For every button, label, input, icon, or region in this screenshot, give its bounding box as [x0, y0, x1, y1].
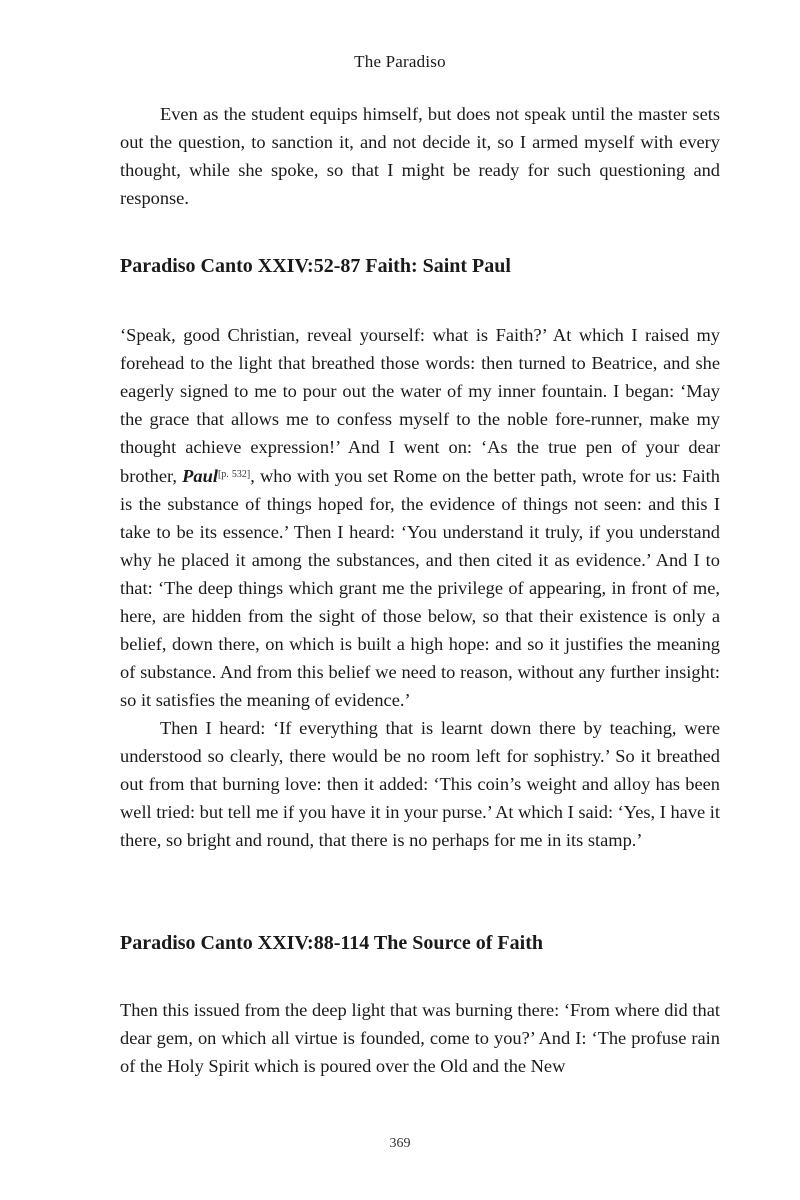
page-reference-note: [p. 532]: [217, 469, 251, 480]
section-heading-source-of-faith: Paradiso Canto XXIV:88-114 The Source of Faith: [120, 932, 543, 954]
section-heading-faith-saint-paul: Paradiso Canto XXIV:52-87 Faith: Saint Paul: [120, 255, 511, 277]
paragraph1-text-a: ‘Speak, good Christian, reveal yourself: what is Faith?’ At which I raised my forehead to the light that breathed those words: then turned to Beatrice, and she eagerly signed to me to pour out the water of my inner fountain. I began: ‘May the grace that allows me to confess myself to the noble fore-runner, make my thought achieve expression!’ And I went on: ‘As the true pen of your dear brother,: [120, 325, 720, 486]
paragraph1-text-b: , who with you set Rome on the better path, wrote for us: Faith is the substance of things hoped for, the evidence of things not seen: and this I take to be its essence.’ Then I heard: ‘You understand it truly, if you understand why he placed it among the substances, and then cited it as evidence.’ And I to that: ‘The deep things which grant me the privilege of appearing, in front of me, here, are hidden from the sight of those below, so that their existence is only a belief, down there, on which is built a high hope: and so it justifies the meaning of substance. And from this belief we need to reason, without any further insight: so it satisfies the meaning of evidence.’: [120, 466, 720, 710]
opening-paragraph: Even as the student equips himself, but does not speak until the master sets out the question, to sanction it, and not decide it, so I armed myself with every thought, while she spoke, so that I might be ready for such questioning and response.: [120, 104, 720, 208]
paul-name: Paul: [182, 466, 218, 486]
running-title: The Paradiso: [354, 52, 446, 71]
section1-paragraph1: [120, 321, 720, 714]
page-number: 369: [389, 1136, 411, 1151]
section1-paragraph2: Then I heard: ‘If everything that is learnt down there by teaching, were understood so clearly, there would be no room left for sophistry.’ So it breathed out from that burning love: then it added: ‘This coin’s weight and alloy has been well tried: but tell me if you have it in your purse.’ At which I said: ‘Yes, I have it there, so bright and round, that there is no perhaps for me in its stamp.’: [120, 718, 720, 850]
section1-text: [120, 321, 720, 854]
section2-paragraph1: Then this issued from the deep light that was burning there: ‘From where did that dear gem, on which all virtue is founded, come to you?’ And I: ‘The profuse rain of the Holy Spirit which is poured over the Old and the New: [120, 1000, 720, 1076]
section2-text: [120, 996, 720, 1080]
opening-paragraph-block: [120, 100, 720, 212]
